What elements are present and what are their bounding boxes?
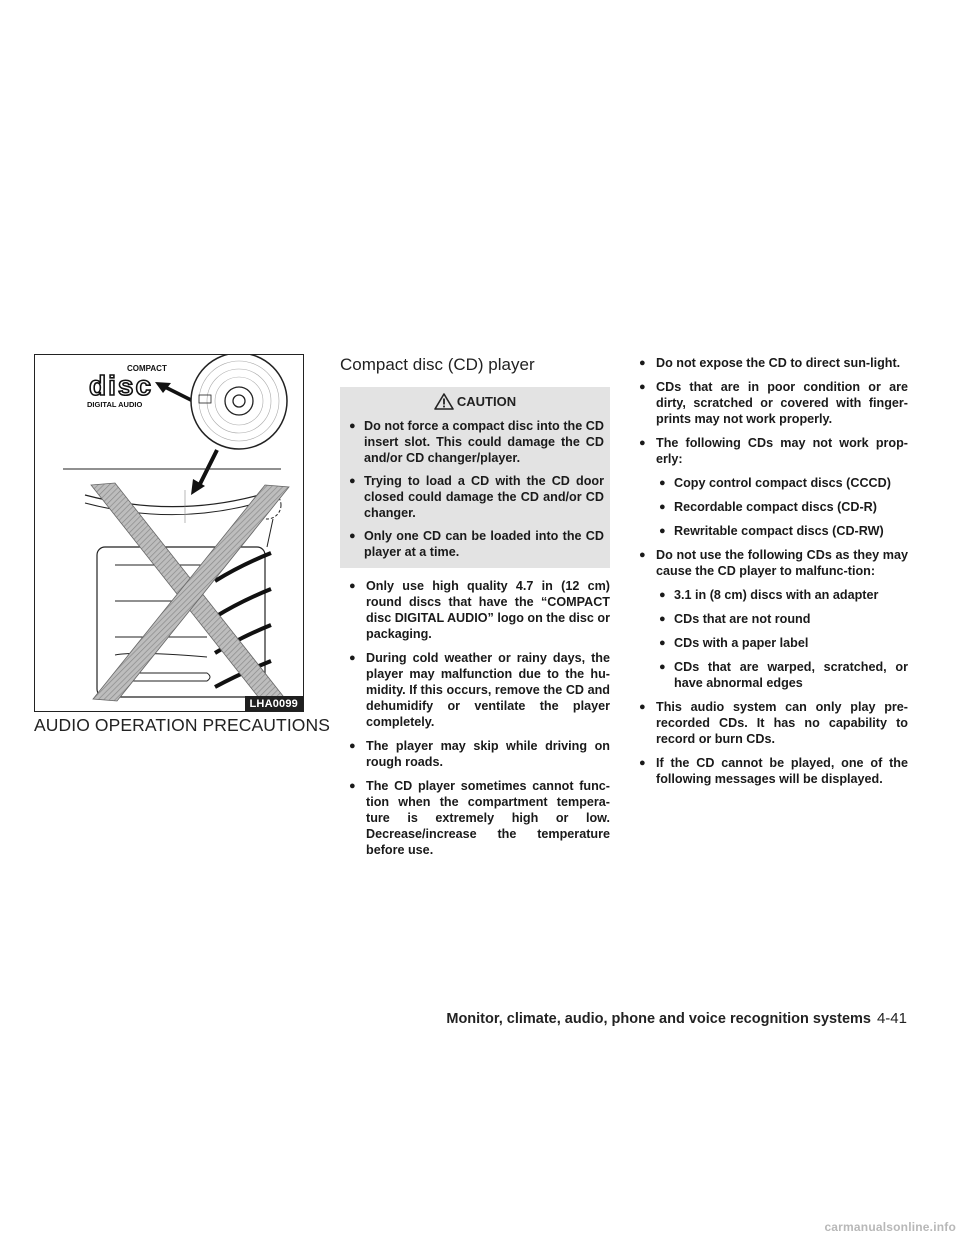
sub-list [656,475,908,539]
sub-list-item: ● 3.1 in (8 cm) discs with an adapter [656,587,908,603]
middle-list [340,578,610,858]
list-item: ● Only use high quality 4.7 in (12 cm) round discs that have the “COMPACT disc DIGITAL AUDIO” logo on the disc or packaging. [340,578,610,642]
list-item: ● This audio system can only play pre-recorded CDs. It has no capability to record or burn CDs. [636,699,908,747]
column-middle [340,355,610,866]
logo-disc-text: disc [89,370,154,401]
sub-list [656,587,908,691]
sub-list-item: ● CDs that are not round [656,611,908,627]
disc-graphic [191,355,287,449]
sub-list-item: ● Recordable compact discs (CD-R) [656,499,908,515]
sub-list-item: ● CDs that are warped, scratched, or have abnormal edges [656,659,908,691]
list-item-text: Do not use the following CDs as they may cause the CD player to malfunc-tion: [656,548,908,578]
list-item: ● During cold weather or rainy days, the player may malfunction due to the hu-midity. If this occurs, remove the CD and dehumidify or ventilate the player completely. [340,650,610,730]
list-item-with-subitems [636,547,908,691]
section-title: AUDIO OPERATION PRECAUTIONS [34,715,331,735]
sub-list-item: ● Rewritable compact discs (CD-RW) [656,523,908,539]
caution-list [346,418,604,560]
caution-heading [346,393,604,410]
list-item: ● Do not expose the CD to direct sun-light. [636,355,908,371]
right-list [636,355,908,787]
warning-triangle-icon [434,393,454,410]
caution-item: ● Trying to load a CD with the CD door closed could damage the CD and/or CD changer. [346,473,604,521]
sub-list-item: ● CDs with a paper label [656,635,908,651]
caution-heading-text: CAUTION [456,394,517,409]
logo-digital-audio-text: DIGITAL AUDIO [87,400,143,409]
cd-illustration [34,354,304,712]
caution-item: ● Only one CD can be loaded into the CD player at a time. [346,528,604,560]
list-item: ● CDs that are in poor condition or are dirty, scratched or covered with finger-prints may not work properly. [636,379,908,427]
subsection-title: Compact disc (CD) player [340,355,535,374]
logo-compact-text: COMPACT [127,364,167,373]
list-item: ● The player may skip while driving on rough roads. [340,738,610,770]
page-footer [0,1010,907,1027]
figure-id-label: LHA0099 [245,696,303,711]
sub-list-item: ● Copy control compact discs (CCCD) [656,475,908,491]
list-item: ● If the CD cannot be played, one of the following messages will be displayed. [636,755,908,787]
list-item-with-subitems [636,435,908,539]
page-number: 4-41 [876,1010,907,1027]
cd-illustration-drawing [35,355,304,712]
footer-chapter-title: Monitor, climate, audio, phone and voice recognition systems [446,1011,871,1027]
caution-item: ● Do not force a compact disc into the CD insert slot. This could damage the CD and/or CD changer/player. [346,418,604,466]
list-item: ● The CD player sometimes cannot func-tion when the compartment tempera-ture is extremely high or low. Decrease/increase the temperature before use. [340,778,610,858]
list-item-text: The following CDs may not work prop-erly: [656,436,908,466]
compact-disc-logo [87,364,167,409]
column-right [636,355,908,795]
watermark-text: carmanualsonline.info [824,1220,956,1234]
caution-box [340,387,610,568]
